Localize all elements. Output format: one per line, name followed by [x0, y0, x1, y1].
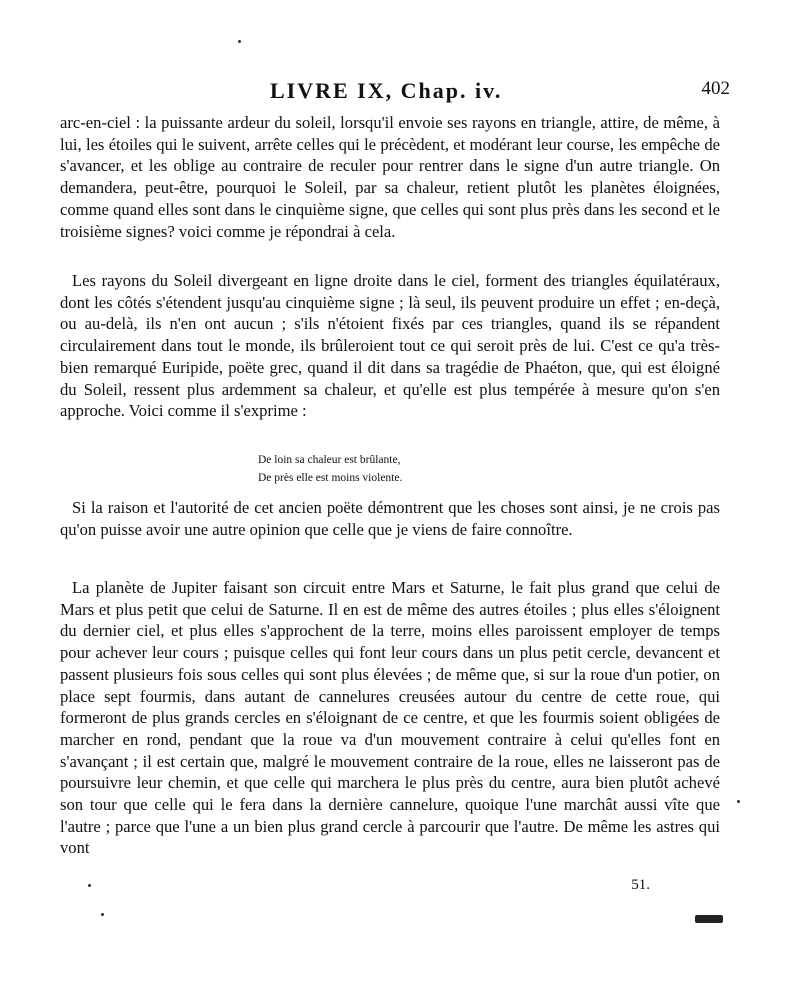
- verse-quote: [258, 451, 402, 487]
- signature-mark: 51.: [631, 877, 650, 893]
- ink-stamp-mark: [695, 915, 723, 923]
- verse-line-1: De loin sa chaleur est brûlante,: [258, 454, 401, 466]
- paragraph-text: Si la raison et l'autorité de cet ancien poëte démontrent que les choses sont ainsi, je ne crois pas qu'on puisse avoir une autre opinion que celle que je viens de faire connoître.: [60, 498, 720, 539]
- page-number: 402: [701, 78, 730, 99]
- paragraph-1: [60, 112, 720, 242]
- paragraph-text: arc-en-ciel : la puissante ardeur du soleil, lorsqu'il envoie ses rayons en triangle, attire, de même, à lui, les étoiles qui le suivent, arrête celles qui le précèdent, et modérant leur course, les empêche de s'avancer, et les oblige au contraire de reculer pour rentrer dans le signe d'un autre triangle. On demandera, peut-être, pourquoi le Soleil, par sa chaleur, retient plutôt les planètes éloignées, comme quand elles sont dans le cinquième signe, que celles qui sont plus près dans les second et le troisième signes? voici comme je répondrai à cela.: [60, 113, 720, 241]
- book-page: [60, 0, 730, 1000]
- ink-speck: [737, 800, 740, 803]
- paragraph-4: [60, 577, 720, 859]
- ink-speck: [101, 913, 104, 916]
- ink-speck: [88, 884, 91, 887]
- paragraph-3: [60, 497, 720, 540]
- ink-speck: [238, 40, 241, 43]
- paragraph-text: La planète de Jupiter faisant son circuit entre Mars et Saturne, le fait plus grand que celui de Mars et plus petit que celui de Saturne. Il en est de même des autres étoiles ; plus elles s'éloignent du dernier ciel, et plus elles s'approchent de la terre, moins elles paroissent employer de temps pour achever leur cours ; puisque celles qui font leur cours dans un plus petit cercle, devancent et passent plusieurs fois sous celles qui sont plus élevées ; de même que, si sur la roue d'un potier, on place sept fourmis, dans autant de cannelures creusées autour du centre de cette roue, qui formeront de plus grands cercles en s'éloignant de ce centre, et que les fourmis soient obligées de marcher en rond, pendant que la roue va d'un mouvement contraire à celui qu'elles font en s'avançant ; il est certain que, malgré le mouvement contraire de la roue, elles ne laisseront pas de poursuivre leur chemin, et que celle qui marchera le plus près du centre, aura bien plutôt achevé son tour que celle qui le fera dans la dernière cannelure, quoique l'une marchât aussi vîte que l'autre ; parce que l'une a un bien plus grand cercle à parcourir que l'autre. De même les astres qui vont: [60, 578, 720, 858]
- running-title: LIVRE IX, Chap. iv.: [270, 78, 503, 103]
- verse-line-2: De près elle est moins violente.: [258, 472, 403, 484]
- paragraph-2: [60, 270, 720, 422]
- page-header: [60, 78, 730, 108]
- paragraph-text: Les rayons du Soleil divergeant en ligne droite dans le ciel, forment des triangles équilatéraux, dont les côtés s'étendent jusqu'au cinquième signe ; là seul, ils peuvent produire un effet ; en-deçà, ou au-delà, ils n'en ont aucun ; s'ils n'étoient fixés par ces triangles, quand ils se répandent circulairement dans tout le monde, ils brûleroient tout ce qui seroit près de lui. C'est ce qu'a très-bien remarqué Euripide, poëte grec, quand il dit dans sa tragédie de Phaéton, que, qui est éloigné du Soleil, ressent plus ardemment sa chaleur, et qu'elle est plus tempérée à mesure qu'on s'en approche. Voici comme il s'exprime :: [60, 271, 720, 421]
